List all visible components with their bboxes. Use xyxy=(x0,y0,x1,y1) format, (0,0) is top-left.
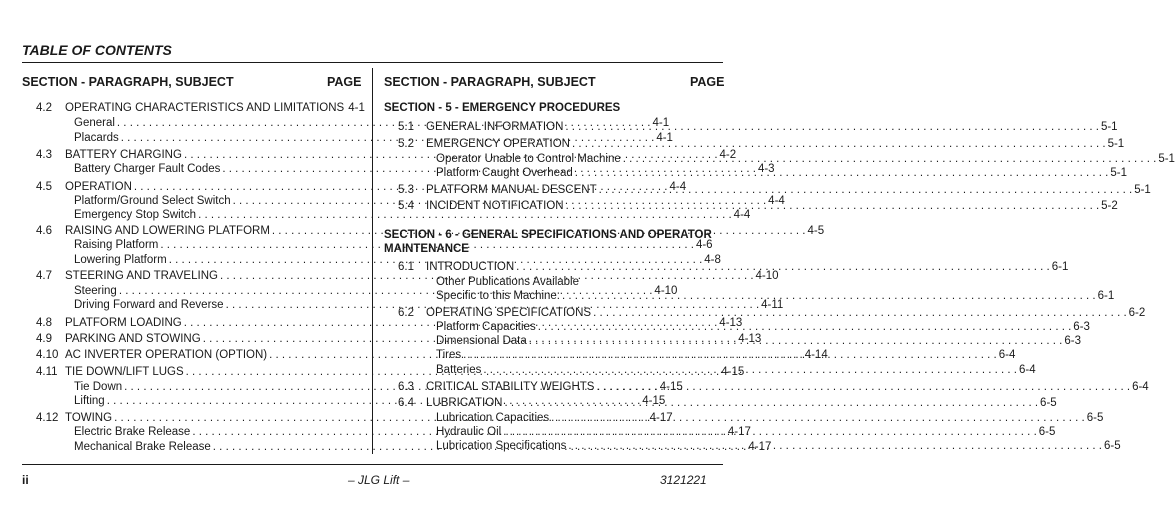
entry-title: OPERATING CHARACTERISTICS AND LIMITATIONS xyxy=(65,102,345,114)
dot-leader xyxy=(562,289,1096,303)
entry-number: 4.10 xyxy=(36,349,59,361)
dot-leader xyxy=(483,363,1017,377)
entry-page: 4-10 xyxy=(755,270,779,282)
entry-page: 5-1 xyxy=(1107,138,1125,150)
entry-number: 4.6 xyxy=(36,225,52,237)
entry-number: 4.11 xyxy=(36,366,58,378)
dot-leader xyxy=(599,183,1133,197)
entry-number: 4.8 xyxy=(36,317,52,329)
dot-leader xyxy=(566,199,1100,213)
entry-title: RAISING AND LOWERING PLATFORM xyxy=(65,225,270,237)
entry-title: PLATFORM LOADING xyxy=(65,317,182,329)
entry-page: 4-17 xyxy=(649,412,673,424)
entry-page: 4-4 xyxy=(733,209,751,221)
entry-page: 4-1 xyxy=(656,132,673,144)
entry-page: 6-1 xyxy=(1051,261,1069,273)
entry-page: 4-8 xyxy=(704,254,721,266)
entry-number: 4.9 xyxy=(36,333,52,345)
entry-page: 6-2 xyxy=(1128,307,1146,319)
entry-title: Operator Unable to Control Machine xyxy=(436,153,621,165)
entry-page: 6-1 xyxy=(1097,290,1115,302)
entry-page: 4-13 xyxy=(738,333,762,345)
entry-title: Driving Forward and Reverse xyxy=(74,299,224,311)
entry-page: 5-1 xyxy=(1110,167,1127,179)
entry-number: 4.5 xyxy=(36,181,52,193)
right-page-header: PAGE xyxy=(690,75,725,89)
entry-title: EMERGENCY OPERATION xyxy=(426,138,570,150)
toc-subentry xyxy=(398,289,1115,303)
entry-title: Raising Platform xyxy=(74,239,159,251)
entry-title: Dimensional Data xyxy=(436,335,527,347)
entry-title: Steering xyxy=(74,285,117,297)
entry-title: Other Publications Available xyxy=(436,276,579,288)
entry-title: OPERATION xyxy=(65,181,132,193)
dot-leader xyxy=(551,411,1085,425)
entry-page: 4-13 xyxy=(719,317,743,329)
entry-title: OPERATING SPECIFICATIONS xyxy=(426,307,592,319)
entry-page: 6-3 xyxy=(1064,335,1081,347)
entry-page: 6-5 xyxy=(1040,397,1057,409)
dot-leader xyxy=(575,166,1109,180)
entry-number: 5.1 xyxy=(398,121,414,133)
entry-number: 5.3 xyxy=(398,184,414,196)
toc-subentry xyxy=(36,298,784,312)
entry-page: 5-1 xyxy=(1100,121,1118,133)
section-5-heading: SECTION - 5 - EMERGENCY PROCEDURES xyxy=(384,102,621,114)
entry-title: Platform/Ground Select Switch xyxy=(74,195,231,207)
entry-page: 6-5 xyxy=(1038,426,1056,438)
entry-page: 4-14 xyxy=(804,349,828,361)
entry-title: Placards xyxy=(74,132,119,144)
entry-title: Battery Charger Fault Codes xyxy=(74,163,221,175)
entry-page: 4-15 xyxy=(721,366,745,378)
entry-page: 6-5 xyxy=(1104,440,1121,452)
entry-number: 5.4 xyxy=(398,200,414,212)
entry-page: 4-2 xyxy=(719,149,737,161)
footer-brand: – JLG Lift – xyxy=(348,473,410,487)
entry-title: INCIDENT NOTIFICATION xyxy=(426,200,564,212)
dot-leader xyxy=(593,306,1127,320)
entry-page: 4-11 xyxy=(761,299,784,311)
dot-leader xyxy=(516,260,1050,274)
toc-entry xyxy=(398,183,1151,197)
toc-entry xyxy=(398,120,1118,134)
entry-page: 4-1 xyxy=(652,117,670,129)
entry-title: Electric Brake Release xyxy=(74,426,191,438)
entry-title: LUBRICATION xyxy=(426,397,503,409)
toc-subentry xyxy=(398,275,723,289)
bottom-rule xyxy=(22,464,723,465)
entry-number: 4.7 xyxy=(36,270,52,282)
dot-leader xyxy=(623,152,1157,166)
entry-page: 4-15 xyxy=(659,381,683,393)
entry-title: General xyxy=(74,117,115,129)
entry-number: 4.2 xyxy=(36,102,52,114)
entry-title: Platform Caught Overhead xyxy=(436,167,573,179)
entry-page: 4-6 xyxy=(695,239,713,251)
entry-page: 4-4 xyxy=(669,181,687,193)
entry-page: 4-15 xyxy=(642,395,666,407)
entry-number: 6.3 xyxy=(398,381,414,393)
entry-title: PARKING AND STOWING xyxy=(65,333,201,345)
entry-title: AC INVERTER OPERATION (OPTION) xyxy=(65,349,268,361)
page-title: TABLE OF CONTENTS xyxy=(22,42,172,58)
toc-subentry xyxy=(36,208,751,222)
dot-leader xyxy=(529,334,1063,348)
entry-page: 6-4 xyxy=(1018,364,1036,376)
toc-entry xyxy=(398,306,1146,320)
toc-subentry xyxy=(398,411,1104,425)
entry-title: TOWING xyxy=(65,412,113,424)
entry-title: BATTERY CHARGING xyxy=(65,149,182,161)
entry-title: Lubrication Capacities xyxy=(436,412,550,424)
dot-leader xyxy=(568,439,1102,453)
page-number: ii xyxy=(22,473,29,487)
dot-leader xyxy=(565,120,1099,134)
entry-title: GENERAL INFORMATION xyxy=(426,121,564,133)
entry-title: Platform Capacities xyxy=(436,321,536,333)
entry-title: STEERING AND TRAVELING xyxy=(65,270,218,282)
dot-leader xyxy=(463,348,997,362)
entry-title: PLATFORM MANUAL DESCENT xyxy=(426,184,597,196)
dot-leader xyxy=(572,137,1106,151)
dot-leader xyxy=(504,396,1038,410)
entry-number: 5.2 xyxy=(398,138,414,150)
document-number: 3121221 xyxy=(660,473,707,487)
entry-title: CRITICAL STABILITY WEIGHTS xyxy=(426,381,595,393)
entry-title: Hydraulic Oil xyxy=(436,426,502,438)
entry-page: 5-2 xyxy=(1101,200,1118,212)
entry-page: 6-5 xyxy=(1086,412,1104,424)
dot-leader xyxy=(596,380,1130,394)
dot-leader xyxy=(538,320,1072,334)
entry-title: Lifting xyxy=(74,395,105,407)
toc-entry xyxy=(398,396,1057,410)
section-6-heading-line1: SECTION - 6 - GENERAL SPECIFICATIONS AND OPERATOR xyxy=(384,229,712,241)
toc-entry xyxy=(398,137,1125,151)
entry-page: 5-1 xyxy=(1158,153,1175,165)
entry-title: Tie Down xyxy=(74,381,123,393)
right-column-header: SECTION - PARAGRAPH, SUBJECT xyxy=(384,75,596,89)
entry-title: TIE DOWN/LIFT LUGS xyxy=(65,366,184,378)
entry-page: 4-10 xyxy=(654,285,678,297)
entry-number: 6.2 xyxy=(398,307,414,319)
entry-number: 4.12 xyxy=(36,412,59,424)
entry-number: 6.4 xyxy=(398,397,414,409)
entry-title: Lowering Platform xyxy=(74,254,167,266)
entry-page: 6-4 xyxy=(1132,381,1149,393)
left-page-header: PAGE xyxy=(327,75,362,89)
entry-page: 5-1 xyxy=(1134,184,1151,196)
entry-number: 4.3 xyxy=(36,149,52,161)
toc-entry xyxy=(36,101,363,115)
entry-title: Emergency Stop Switch xyxy=(74,209,197,221)
entry-page: 6-3 xyxy=(1073,321,1090,333)
entry-title: Batteries xyxy=(436,364,482,376)
entry-page: 4-5 xyxy=(807,225,825,237)
entry-number: 6.1 xyxy=(398,261,414,273)
toc-entry xyxy=(398,260,1069,274)
entry-page: 4-3 xyxy=(757,163,775,175)
entry-title: Lubrication Specifications xyxy=(436,440,567,452)
entry-page: 4-17 xyxy=(727,426,751,438)
dot-leader xyxy=(503,425,1037,439)
entry-page: 4-17 xyxy=(748,441,772,453)
top-rule xyxy=(22,62,723,63)
section-6-heading-line2: MAINTENANCE xyxy=(384,243,469,255)
entry-page: 4-4 xyxy=(768,195,785,207)
entry-title: Specific to this Machine: xyxy=(436,290,561,302)
entry-page: 4-1 xyxy=(348,102,365,114)
toc-entry xyxy=(398,380,1149,394)
entry-title: INTRODUCTION xyxy=(426,261,515,273)
entry-title: Mechanical Brake Release xyxy=(74,441,211,453)
entry-page: 6-4 xyxy=(998,349,1016,361)
entry-title: Tires xyxy=(436,349,462,361)
left-column-header: SECTION - PARAGRAPH, SUBJECT xyxy=(22,75,234,89)
